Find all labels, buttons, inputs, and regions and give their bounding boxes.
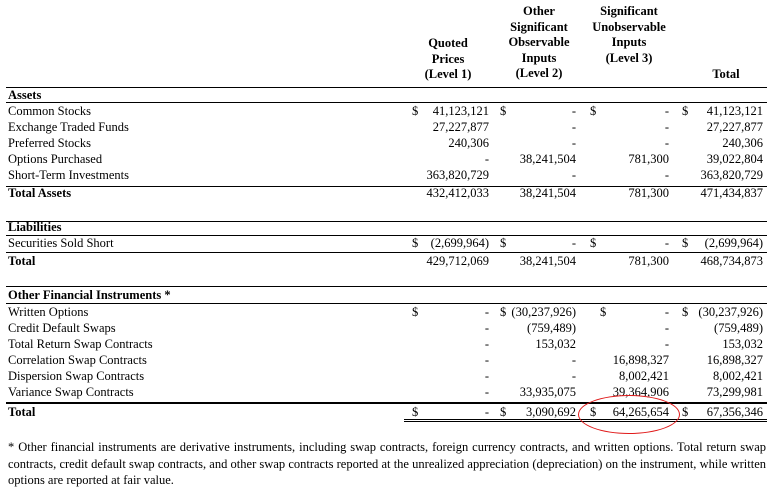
cell-level1: - <box>484 305 489 319</box>
rule-other-top <box>6 286 767 287</box>
cell-total: 27,227,877 <box>706 120 763 134</box>
section-heading-assets: Assets <box>8 88 42 102</box>
rule-assets-head <box>6 102 767 103</box>
cell-level1: 240,306 <box>448 136 489 150</box>
cell-total: 153,032 <box>722 337 763 351</box>
rule-other-head <box>6 303 767 304</box>
row-label: Exchange Traded Funds <box>8 120 129 134</box>
row-label: Securities Sold Short <box>8 236 114 250</box>
total-level2: 38,241,504 <box>519 254 576 268</box>
header-level1: Quoted Prices (Level 1) <box>424 36 472 81</box>
cell-total: (759,489) <box>714 321 763 335</box>
cell-total: 41,123,121 <box>706 104 763 118</box>
total-total: 468,734,873 <box>700 254 763 268</box>
rule-liab-top <box>6 221 767 222</box>
row-label: Options Purchased <box>8 152 103 166</box>
cell-level2: (759,489) <box>527 321 576 335</box>
cell-total: 73,299,981 <box>706 385 763 399</box>
header-level3: Significant Unobservable Inputs (Level 3) <box>592 4 666 65</box>
rule-assets-top <box>6 87 767 88</box>
cell-level1: 27,227,877 <box>432 120 489 134</box>
total-level3: 781,300 <box>628 186 669 200</box>
total-level3: 64,265,654 <box>612 405 669 419</box>
cell-total: 363,820,729 <box>700 168 763 182</box>
currency-sign: $ <box>682 236 689 250</box>
row-label: Variance Swap Contracts <box>8 385 134 399</box>
currency-sign: $ <box>682 104 689 118</box>
cell-level2: - <box>571 353 576 367</box>
cell-level1: - <box>484 337 489 351</box>
cell-level3: 8,002,421 <box>619 369 669 383</box>
cell-level1: - <box>484 353 489 367</box>
cell-level3: - <box>664 120 669 134</box>
cell-level2: - <box>571 168 576 182</box>
total-level1: - <box>484 405 489 419</box>
cell-total: 39,022,804 <box>706 152 763 166</box>
cell-level3: - <box>664 168 669 182</box>
total-level3: 781,300 <box>628 254 669 268</box>
row-label: Common Stocks <box>8 104 91 118</box>
cell-total: (30,237,926) <box>698 305 763 319</box>
cell-total: 16,898,327 <box>706 353 763 367</box>
cell-level3: - <box>664 236 669 250</box>
currency-sign: $ <box>500 305 507 319</box>
row-label: Preferred Stocks <box>8 136 91 150</box>
cell-total: (2,699,964) <box>704 236 763 250</box>
footnote: * Other financial instruments are derivative instruments, including swap contracts, foreign currency contracts, and written options. Total return swap contracts, credit default swap contracts, and other swap contracts reported at the unrealized appreciation (depreciation) on the instrument, while written options are reported at fair value. <box>8 440 766 487</box>
cell-level1: - <box>484 321 489 335</box>
cell-level3: - <box>664 337 669 351</box>
total-level2: 38,241,504 <box>519 186 576 200</box>
cell-level2: - <box>571 120 576 134</box>
highlight-circle-annotation <box>578 395 680 434</box>
cell-level2: - <box>571 136 576 150</box>
currency-sign: $ <box>412 236 419 250</box>
cell-level3: 16,898,327 <box>612 353 669 367</box>
rule-liab-total <box>6 252 767 253</box>
currency-sign: $ <box>412 405 419 419</box>
header-level2: Other Significant Observable Inputs (Level 2) <box>508 4 570 80</box>
currency-sign: $ <box>412 305 419 319</box>
cell-level1: 41,123,121 <box>432 104 489 118</box>
header-total: Total <box>712 67 740 81</box>
cell-level3: - <box>664 321 669 335</box>
currency-sign: $ <box>590 104 597 118</box>
cell-level3: - <box>664 104 669 118</box>
currency-sign: $ <box>682 305 689 319</box>
row-label: Total Return Swap Contracts <box>8 337 153 351</box>
currency-sign: $ <box>682 405 689 419</box>
row-label: Dispersion Swap Contracts <box>8 369 145 383</box>
total-label: Total <box>8 405 36 419</box>
cell-total: 8,002,421 <box>713 369 763 383</box>
cell-level2: - <box>571 104 576 118</box>
total-label: Total <box>8 254 36 268</box>
cell-level3: 781,300 <box>628 152 669 166</box>
currency-sign: $ <box>500 104 507 118</box>
row-label: Credit Default Swaps <box>8 321 116 335</box>
cell-level2: - <box>571 236 576 250</box>
row-label: Written Options <box>8 305 89 319</box>
total-level1: 429,712,069 <box>426 254 489 268</box>
cell-level2: (30,237,926) <box>511 305 576 319</box>
total-level1: 432,412,033 <box>426 186 489 200</box>
cell-level2: 38,241,504 <box>519 152 576 166</box>
cell-level1: - <box>484 369 489 383</box>
cell-level2: 153,032 <box>535 337 576 351</box>
row-label: Short-Term Investments <box>8 168 129 182</box>
cell-level3: - <box>664 136 669 150</box>
total-level2: 3,090,692 <box>526 405 576 419</box>
cell-level2: 33,935,075 <box>519 385 576 399</box>
cell-total: 240,306 <box>722 136 763 150</box>
section-heading-liabilities: Liabilities <box>8 220 62 234</box>
cell-level1: - <box>484 152 489 166</box>
currency-sign: $ <box>500 405 507 419</box>
currency-sign: $ <box>500 236 507 250</box>
section-heading-other: Other Financial Instruments * <box>8 288 171 302</box>
total-total: 67,356,346 <box>706 405 763 419</box>
total-total: 471,434,837 <box>700 186 763 200</box>
row-label: Correlation Swap Contracts <box>8 353 147 367</box>
cell-level1: (2,699,964) <box>430 236 489 250</box>
currency-sign: $ <box>600 305 607 319</box>
currency-sign: $ <box>412 104 419 118</box>
currency-sign: $ <box>590 405 597 419</box>
cell-level1: 363,820,729 <box>426 168 489 182</box>
cell-level3: 39,364,906 <box>612 385 669 399</box>
cell-level1: - <box>484 385 489 399</box>
cell-level2: - <box>571 369 576 383</box>
currency-sign: $ <box>590 236 597 250</box>
total-label: Total Assets <box>8 186 72 200</box>
cell-level3: - <box>664 305 669 319</box>
